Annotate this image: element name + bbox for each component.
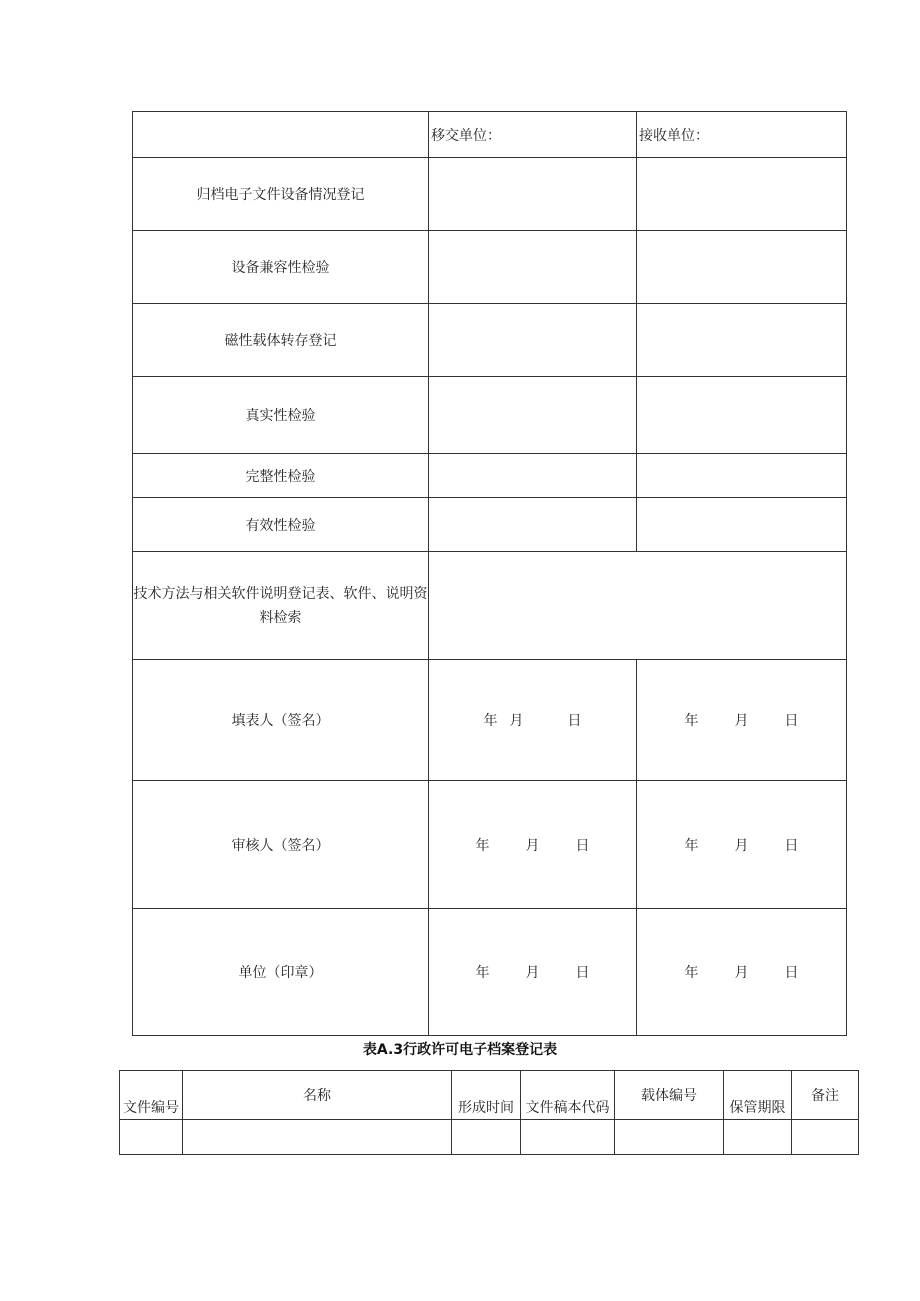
sign-row xyxy=(133,660,847,781)
day-label: 日 xyxy=(784,713,799,729)
year-label: 年 xyxy=(483,713,498,729)
header-blank-cell xyxy=(133,112,429,158)
row-label: 真实性检验 xyxy=(133,377,429,454)
transfer-cell xyxy=(429,231,637,304)
receive-cell xyxy=(637,454,847,498)
row-label: 填表人（签名） xyxy=(133,660,429,781)
receive-unit-cell: 接收单位： xyxy=(637,112,847,158)
day-label: 日 xyxy=(567,713,582,729)
col-header-carrier-number: 载体编号 xyxy=(615,1071,724,1120)
receive-cell xyxy=(637,304,847,377)
col-header-retention-period: 保管期限 xyxy=(724,1071,792,1120)
table-cell xyxy=(452,1120,521,1155)
day-label: 日 xyxy=(575,965,590,981)
date-cell xyxy=(429,660,637,781)
table-row xyxy=(133,454,847,498)
table-cell xyxy=(792,1120,859,1155)
day-label: 日 xyxy=(784,965,799,981)
month-label: 月 xyxy=(525,965,540,981)
month-label: 月 xyxy=(734,965,749,981)
row-label: 完整性检验 xyxy=(133,454,429,498)
receive-cell xyxy=(637,377,847,454)
table-cell xyxy=(120,1120,183,1155)
row-label: 技术方法与相关软件说明登记表、软件、说明资料检索 xyxy=(133,552,429,660)
table-cell xyxy=(724,1120,792,1155)
merged-cell xyxy=(429,552,847,660)
table-cell xyxy=(615,1120,724,1155)
col-header-formed-time: 形成时间 xyxy=(452,1071,521,1120)
archive-registration-table xyxy=(132,111,847,1036)
row-label: 设备兼容性检验 xyxy=(133,231,429,304)
year-label: 年 xyxy=(475,965,490,981)
year-label: 年 xyxy=(475,837,490,854)
year-label: 年 xyxy=(684,965,699,981)
table-cell xyxy=(183,1120,452,1155)
col-header-name: 名称 xyxy=(183,1071,452,1120)
day-label: 日 xyxy=(575,837,590,854)
transfer-cell xyxy=(429,454,637,498)
transfer-cell xyxy=(429,304,637,377)
year-label: 年 xyxy=(684,713,699,729)
table-cell xyxy=(521,1120,615,1155)
col-header-file-number: 文件编号 xyxy=(120,1071,183,1120)
table-caption: 表A.3行政许可电子档案登记表 xyxy=(362,1042,558,1058)
month-label: 月 xyxy=(734,713,749,729)
date-cell xyxy=(637,660,847,781)
receive-cell xyxy=(637,498,847,552)
month-label: 月 xyxy=(509,713,524,729)
table-row xyxy=(120,1120,859,1155)
month-label: 月 xyxy=(734,837,749,854)
header-row xyxy=(133,112,847,158)
row-label: 归档电子文件设备情况登记 xyxy=(133,158,429,231)
transfer-cell xyxy=(429,377,637,454)
date-cell xyxy=(637,781,847,909)
date-cell xyxy=(429,781,637,909)
row-label: 单位（印章） xyxy=(133,909,429,1036)
sign-row xyxy=(133,909,847,1036)
month-label: 月 xyxy=(525,837,540,854)
table-row xyxy=(133,304,847,377)
transfer-cell xyxy=(429,158,637,231)
day-label: 日 xyxy=(784,837,799,854)
table-row xyxy=(133,231,847,304)
year-label: 年 xyxy=(684,837,699,854)
receive-cell xyxy=(637,158,847,231)
col-header-draft-code: 文件稿本代码 xyxy=(521,1071,615,1120)
header-row xyxy=(120,1071,859,1120)
table-row xyxy=(133,158,847,231)
table-row xyxy=(133,552,847,660)
row-label: 磁性载体转存登记 xyxy=(133,304,429,377)
receive-cell xyxy=(637,231,847,304)
row-label: 审核人（签名） xyxy=(133,781,429,909)
col-header-remarks: 备注 xyxy=(792,1071,859,1120)
transfer-cell xyxy=(429,498,637,552)
sign-row xyxy=(133,781,847,909)
date-cell xyxy=(637,909,847,1036)
transfer-unit-cell: 移交单位： xyxy=(429,112,637,158)
table-row xyxy=(133,377,847,454)
table-row xyxy=(133,498,847,552)
date-cell xyxy=(429,909,637,1036)
license-register-table xyxy=(119,1070,859,1155)
row-label: 有效性检验 xyxy=(133,498,429,552)
